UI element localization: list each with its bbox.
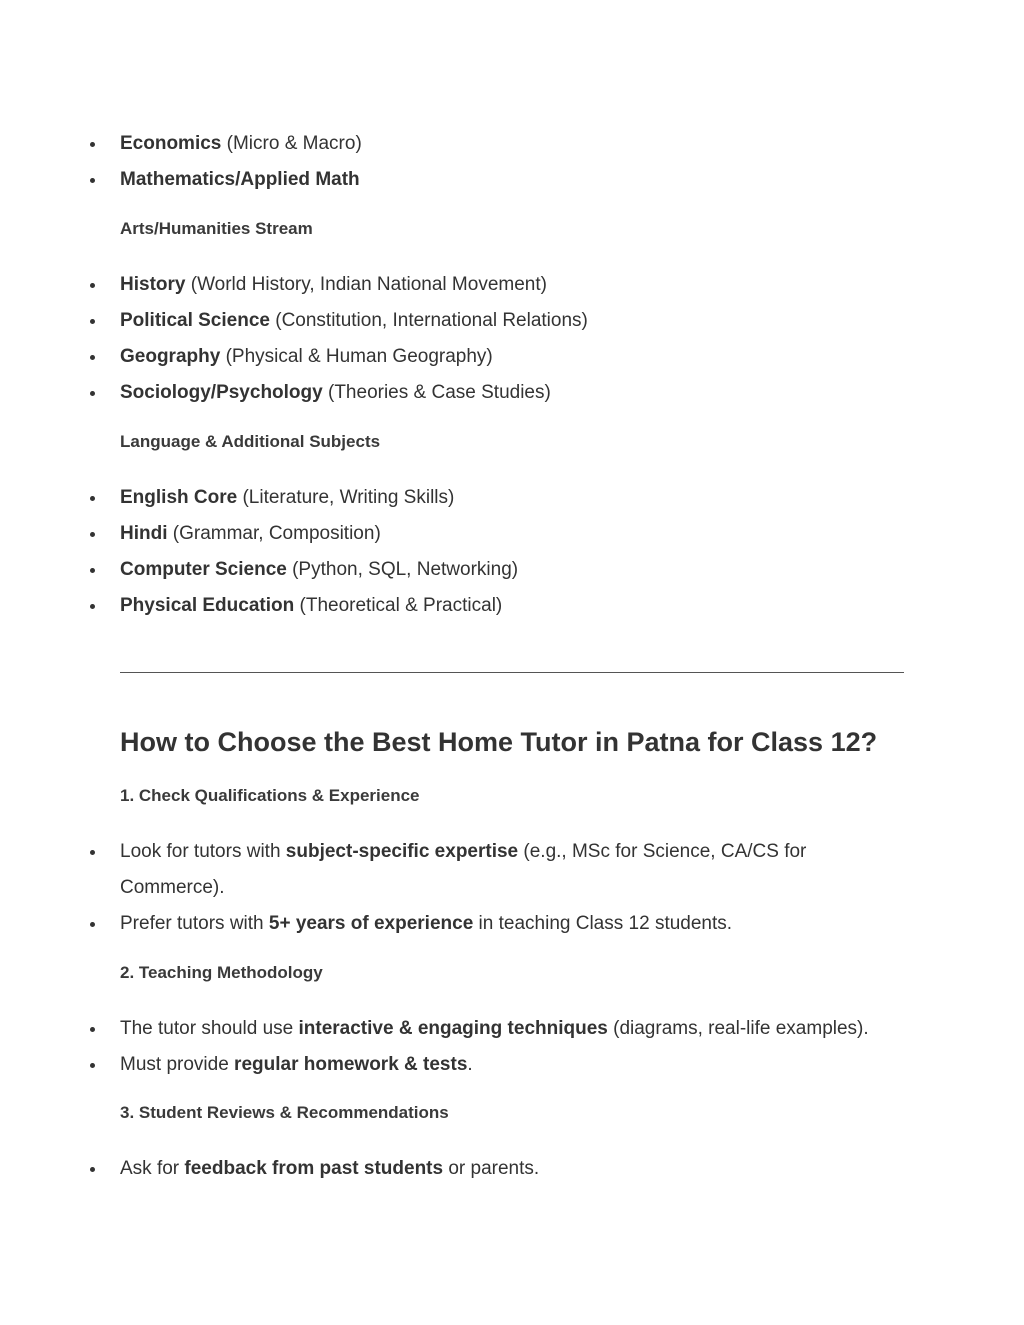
bullet-icon (90, 1063, 95, 1068)
item-text: or parents. (443, 1158, 540, 1179)
bullet-icon (90, 496, 95, 501)
bullet-icon (90, 1027, 95, 1032)
step3-heading: 3. Student Reviews & Recommendations (120, 1103, 449, 1122)
subject-detail: (World History, Indian National Movement) (185, 274, 547, 295)
item-text: (diagrams, real-life examples). (607, 1018, 869, 1039)
subject-name: English Core (120, 487, 238, 508)
bullet-icon (90, 568, 95, 573)
bullet-icon (90, 283, 95, 288)
language-heading: Language & Additional Subjects (120, 432, 381, 451)
item-text: Prefer tutors with (120, 913, 269, 934)
subject-detail: (Theories & Case Studies) (322, 382, 551, 403)
bullet-icon (90, 319, 95, 324)
item-emphasis: feedback from past students (184, 1158, 444, 1179)
subject-name: Physical Education (120, 595, 295, 616)
bullet-icon (90, 142, 95, 147)
subject-name: Computer Science (120, 559, 287, 580)
bullet-icon (90, 355, 95, 360)
arts-heading: Arts/Humanities Stream (120, 219, 313, 238)
item-text: Must provide (120, 1054, 235, 1075)
bullet-icon (90, 391, 95, 396)
section-title: How to Choose the Best Home Tutor in Patna for Class 12? (120, 727, 878, 757)
item-emphasis: interactive & engaging techniques (298, 1018, 608, 1039)
subject-name: Hindi (120, 523, 168, 544)
item-text: Look for tutors with (120, 841, 286, 862)
item-text: The tutor should use (120, 1018, 299, 1039)
item-emphasis: regular homework & tests (234, 1054, 468, 1075)
subject-name: History (120, 274, 186, 295)
item-text: Ask for (120, 1158, 185, 1179)
bullet-icon (90, 1167, 95, 1172)
subject-detail: (Python, SQL, Networking) (286, 559, 519, 580)
subject-name: Geography (120, 346, 221, 367)
item-emphasis: subject-specific expertise (285, 841, 519, 862)
subject-detail: (Physical & Human Geography) (220, 346, 493, 367)
bullet-icon (90, 922, 95, 927)
step2-heading: 2. Teaching Methodology (120, 963, 323, 982)
subject-detail: (Constitution, International Relations) (269, 310, 588, 331)
bullet-icon (90, 178, 95, 183)
subject-name: Economics (120, 133, 222, 154)
subject-name: Mathematics/Applied Math (120, 169, 360, 190)
subject-detail: (Micro & Macro) (221, 133, 362, 154)
item-emphasis: 5+ years of experience (268, 913, 474, 934)
item-text: . (467, 1054, 473, 1075)
step1-heading: 1. Check Qualifications & Experience (120, 786, 420, 805)
bullet-icon (90, 604, 95, 609)
horizontal-divider (120, 672, 904, 673)
bullet-icon (90, 532, 95, 537)
bullet-icon (90, 850, 95, 855)
item-text: in teaching Class 12 students. (473, 913, 733, 934)
subject-name: Political Science (120, 310, 270, 331)
subject-detail: (Literature, Writing Skills) (237, 487, 455, 508)
subject-detail: (Theoretical & Practical) (294, 595, 503, 616)
subject-detail: (Grammar, Composition) (167, 523, 381, 544)
subject-name: Sociology/Psychology (120, 382, 323, 403)
item-continuation: Commerce). (120, 877, 225, 898)
item-text: (e.g., MSc for Science, CA/CS for (518, 841, 807, 862)
